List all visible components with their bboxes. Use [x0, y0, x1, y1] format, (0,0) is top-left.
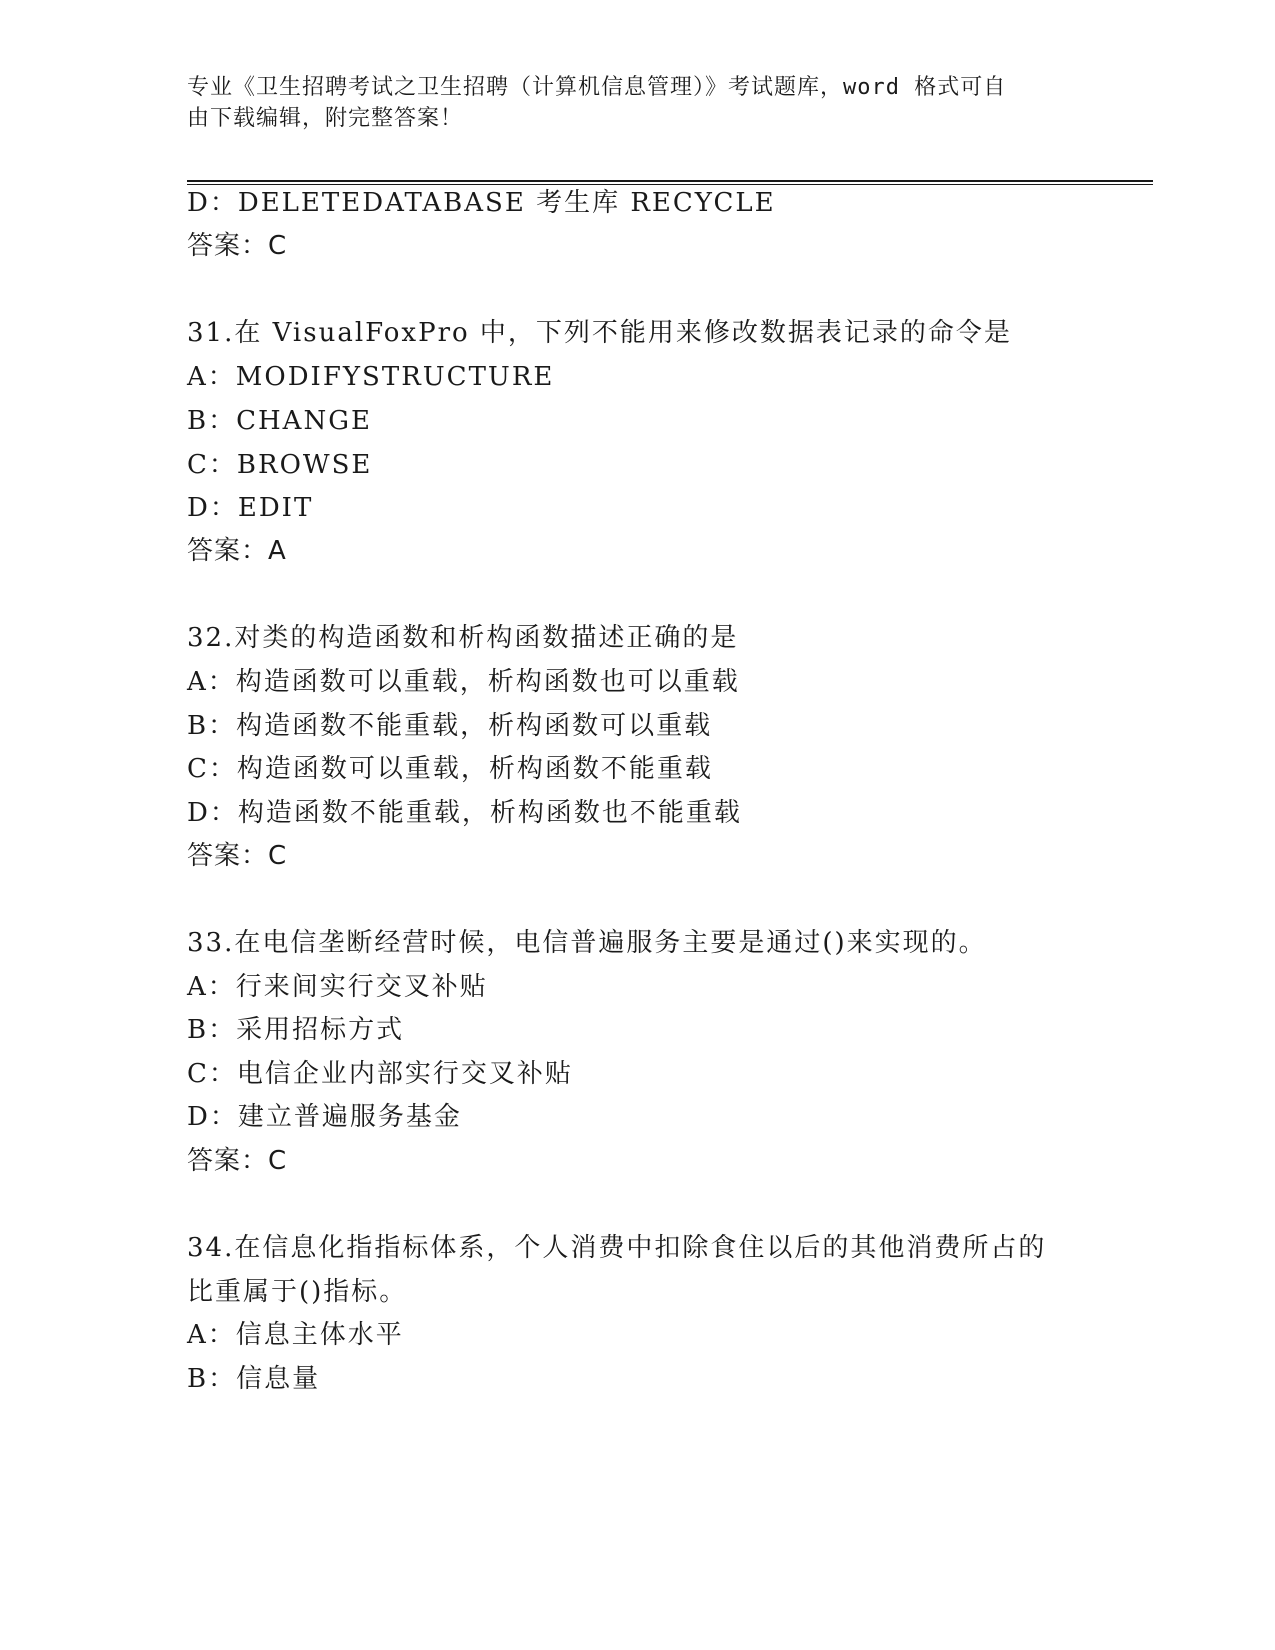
q33-option-c: C：电信企业内部实行交叉补贴 — [187, 1059, 573, 1089]
q33-option-b: B：采用招标方式 — [187, 1015, 405, 1045]
document-header — [187, 72, 1087, 134]
header-line-2: 由下载编辑，附完整答案！ — [187, 106, 464, 131]
q33-answer: 答案：C — [187, 1146, 288, 1176]
q34-stem-line-2: 比重属于()指标。 — [187, 1277, 408, 1307]
header-line-1: 专业《卫生招聘考试之卫生招聘（计算机信息管理）》考试题库，word 格式可自 — [187, 75, 1007, 100]
q34-stem-line-1: 34.在信息化指指标体系，个人消费中扣除食住以后的其他消费所占的 — [187, 1233, 1047, 1263]
prev-answer: 答案：C — [187, 231, 288, 261]
q32-option-c: C：构造函数可以重载，析构函数不能重载 — [187, 754, 713, 784]
q33-option-d: D：建立普遍服务基金 — [187, 1102, 462, 1132]
q34-option-b: B：信息量 — [187, 1364, 321, 1394]
prev-option-d: D：DELETEDATABASE 考生库 RECYCLE — [187, 188, 776, 218]
q33-stem: 33.在电信垄断经营时候，电信普遍服务主要是通过()来实现的。 — [187, 928, 987, 958]
q31-answer: 答案：A — [187, 536, 287, 566]
q31-option-d: D：EDIT — [187, 493, 314, 523]
q32-answer: 答案：C — [187, 841, 288, 871]
q31-option-b: B：CHANGE — [187, 406, 372, 436]
q32-option-b: B：构造函数不能重载，析构函数可以重载 — [187, 711, 713, 741]
header-divider-thick — [187, 180, 1153, 182]
q32-option-a: A：构造函数可以重载，析构函数也可以重载 — [187, 667, 740, 697]
q31-option-c: C：BROWSE — [187, 450, 373, 480]
q31-stem: 31.在 VisualFoxPro 中，下列不能用来修改数据表记录的命令是 — [187, 318, 1012, 348]
q33-option-a: A：行来间实行交叉补贴 — [187, 972, 488, 1002]
q34-option-a: A：信息主体水平 — [187, 1320, 404, 1350]
q32-stem: 32.对类的构造函数和析构函数描述正确的是 — [187, 623, 739, 653]
q32-option-d: D：构造函数不能重载，析构函数也不能重载 — [187, 798, 742, 828]
header-divider-thin — [187, 184, 1153, 185]
q31-option-a: A：MODIFYSTRUCTURE — [187, 362, 555, 392]
